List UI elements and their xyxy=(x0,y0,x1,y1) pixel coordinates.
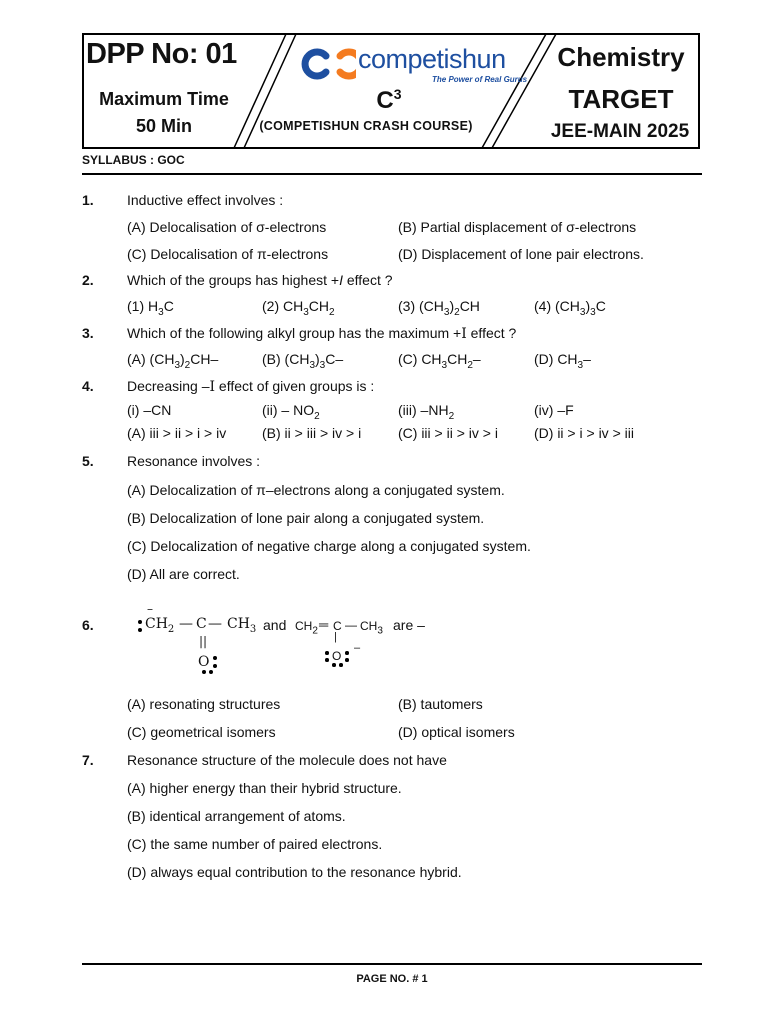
q6-option-d: (D) optical isomers xyxy=(398,724,515,740)
struct1-double-bond: || xyxy=(199,634,208,648)
q7-option-a: (A) higher energy than their hybrid structure. xyxy=(127,780,402,796)
target-label: TARGET xyxy=(568,84,674,114)
question-7-number: 7. xyxy=(82,752,94,768)
q6-option-c: (C) geometrical isomers xyxy=(127,724,276,740)
q5-option-d: (D) All are correct. xyxy=(127,566,240,582)
struct1-lone-pair-dot xyxy=(209,670,213,674)
q1-option-d: (D) Displacement of lone pair electrons. xyxy=(398,246,644,262)
q2-option-2: (2) $CH_3CH_2$ xyxy=(262,298,335,318)
question-3-number: 3. xyxy=(82,325,94,341)
struct1-lone-pair-dot xyxy=(138,620,142,624)
struct2-minus-charge: – xyxy=(354,642,361,654)
top-rule xyxy=(82,173,702,175)
struct1-oxygen: O xyxy=(198,654,210,670)
q7-option-d: (D) always equal contribution to the resonance hybrid. xyxy=(127,864,462,880)
struct2-double-bond: ═ xyxy=(319,617,329,632)
bottom-rule xyxy=(82,963,702,965)
q5-option-c: (C) Delocalization of negative charge along a conjugated system. xyxy=(127,538,531,554)
struct2-ch2: $CH_2$ xyxy=(295,619,318,637)
q3-option-d: (D) $CH_3-$ xyxy=(534,351,591,371)
struct2-lone-pair-dot xyxy=(345,651,349,655)
target-exam: JEE-MAIN 2025 xyxy=(550,121,690,142)
struct2-carbon: C xyxy=(333,619,342,633)
max-time-label: Maximum Time xyxy=(99,89,229,109)
brand-tagline: The Power of Real Gurus xyxy=(432,75,528,84)
struct1-carbon: C xyxy=(196,616,207,632)
struct1-lone-pair-dot xyxy=(213,664,217,668)
q6-option-b: (B) tautomers xyxy=(398,696,483,712)
q4-group-ii: $(ii) - NO_2$ xyxy=(262,402,320,422)
q5-option-b: (B) Delocalization of lone pair along a conjugated system. xyxy=(127,510,485,526)
syllabus: SYLLABUS : GOC xyxy=(82,153,185,167)
struct2-lone-pair-dot xyxy=(345,658,349,662)
question-3-text: Which of the following alkyl group has the maximum +I effect ? xyxy=(127,325,517,342)
struct2-lone-pair-dot xyxy=(325,651,329,655)
q2-option-1: (1) $H_3C$ xyxy=(127,298,174,318)
q7-option-c: (C) the same number of paired electrons. xyxy=(127,836,383,852)
question-5-number: 5. xyxy=(82,453,94,469)
course-name: (COMPETISHUN CRASH COURSE) xyxy=(259,119,473,133)
question-1-text: Inductive effect involves : xyxy=(127,192,284,208)
question-6-number: 6. xyxy=(82,617,94,633)
question-4-number: 4. xyxy=(82,378,94,394)
q1-option-b: (B) Partial displacement of σ-electrons xyxy=(398,219,637,235)
page-number: PAGE NO. # 1 xyxy=(356,973,428,985)
struct2-oxygen: O xyxy=(332,649,342,663)
question-2-number: 2. xyxy=(82,272,94,288)
question-7-text: Resonance structure of the molecule does not have xyxy=(127,752,447,768)
q4-group-i: (i) –CN xyxy=(127,402,172,418)
q3-option-c: (C) $CH_3CH_2-$ xyxy=(398,351,481,371)
q3-option-b: (B) $(CH_3)_3C-$ xyxy=(262,351,344,371)
q2-option-3: (3) $(CH_3)_2CH$ xyxy=(398,298,480,318)
struct1-ch2: $CH_2$ xyxy=(145,616,175,635)
q6-option-a: (A) resonating structures xyxy=(127,696,281,712)
question-4-text: Decreasing –I effect of given groups is : xyxy=(127,378,375,395)
q2-option-4: (4) $(CH_3)_3C$ xyxy=(534,298,606,318)
struct2-single-bond: | xyxy=(334,631,337,643)
q1-option-a: (A) Delocalisation of σ-electrons xyxy=(127,219,327,235)
q4-option-b: (B) ii > iii > iv > i xyxy=(262,425,362,441)
question-5-text: Resonance involves : xyxy=(127,453,261,469)
q4-option-a: (A) iii > ii > i > iv xyxy=(127,425,227,441)
course-code: $C^3$ xyxy=(376,86,402,114)
q4-option-d: (D) ii > i > iv > iii xyxy=(534,425,634,441)
competishun-logo-icon xyxy=(300,46,356,82)
struct1-lone-pair-dot xyxy=(213,656,217,660)
struct2-lone-pair-dot xyxy=(339,663,343,667)
question-2-text: Which of the groups has highest +I effect ? xyxy=(127,272,393,288)
q4-group-iii: (iii) $-NH_2$ xyxy=(398,402,455,422)
q1-option-c: (C) Delocalisation of π-electrons xyxy=(127,246,329,262)
q6-and: and xyxy=(263,617,287,633)
struct1-lone-pair-dot xyxy=(202,670,206,674)
q4-option-c: (C) iii > ii > iv > i xyxy=(398,425,498,441)
struct1-minus-charge: – xyxy=(147,602,153,616)
q6-are: are – xyxy=(393,617,425,633)
struct2-lone-pair-dot xyxy=(332,663,336,667)
q5-option-a: (A) Delocalization of π–electrons along a conjugated system. xyxy=(127,482,505,498)
struct2-lone-pair-dot xyxy=(325,658,329,662)
q7-option-b: (B) identical arrangement of atoms. xyxy=(127,808,346,824)
dpp-number: DPP No: 01 xyxy=(86,38,237,70)
struct1-bond-2: — xyxy=(208,616,222,632)
struct1-ch3: $CH_3$ xyxy=(227,616,257,635)
struct2-ch3: $CH_3$ xyxy=(360,619,383,637)
brand-name: competishun xyxy=(358,44,506,74)
q4-group-iv: (iv) –F xyxy=(534,402,574,418)
question-1-number: 1. xyxy=(82,192,94,208)
struct1-lone-pair-dot xyxy=(138,628,142,632)
struct2-bond: — xyxy=(345,618,357,632)
max-time-value: 50 Min xyxy=(135,116,192,136)
subject-title: Chemistry xyxy=(557,42,685,72)
struct1-bond-1: — xyxy=(179,616,193,632)
q3-option-a: (A) $(CH_3)_2CH-$ xyxy=(127,351,219,371)
